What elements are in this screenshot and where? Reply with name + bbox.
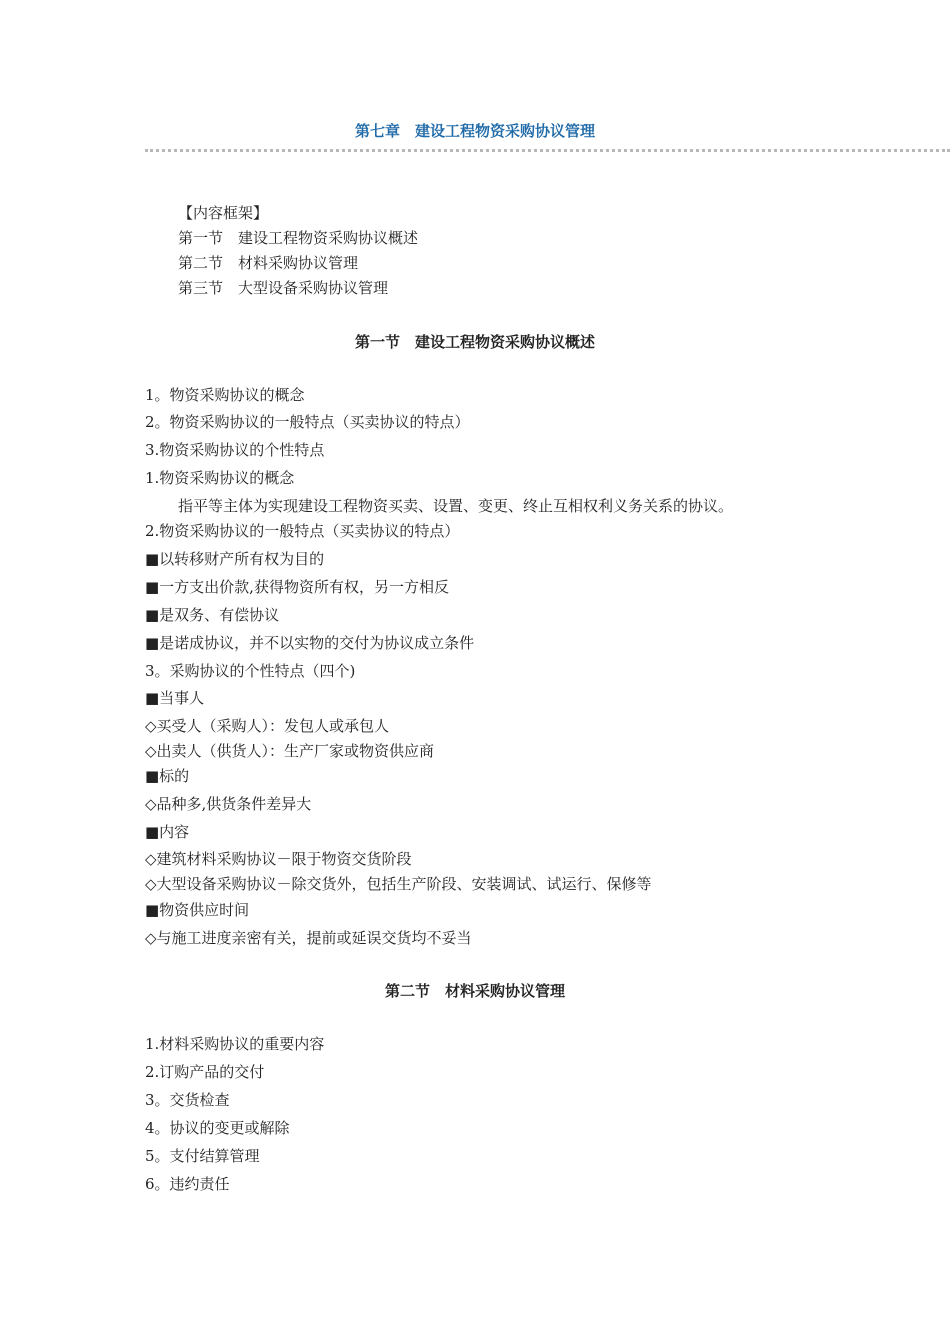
section-1-line: ■内容 bbox=[145, 823, 190, 841]
section-2-heading: 第二节 材料采购协议管理 bbox=[384, 982, 565, 1000]
section-2-line: 5。支付结算管理 bbox=[145, 1147, 260, 1165]
section-1-line: ■是诺成协议，并不以实物的交付为协议成立条件 bbox=[145, 634, 475, 652]
section-1-line: ■标的 bbox=[145, 767, 190, 785]
section-1-line: ■以转移财产所有权为目的 bbox=[145, 550, 325, 568]
contents-item-3: 第三节 大型设备采购协议管理 bbox=[178, 279, 389, 297]
section-1-line: ◇品种多,供货条件差异大 bbox=[145, 795, 312, 813]
section-1-line: 指平等主体为实现建设工程物资买卖、设置、变更、终止互相权利义务关系的协议。 bbox=[178, 497, 734, 515]
section-1-line: 1。物资采购协议的概念 bbox=[145, 386, 305, 404]
section-1-line: ◇大型设备采购协议－除交货外，包括生产阶段、安装调试、试运行、保修等 bbox=[145, 875, 652, 893]
section-1-line: ◇买受人（采购人）：发包人或承包人 bbox=[145, 717, 390, 735]
contents-label: 【内容框架】 bbox=[178, 204, 269, 222]
section-1-line: 2.物资采购协议的一般特点（买卖协议的特点） bbox=[145, 522, 460, 540]
section-2-line: 3。交货检查 bbox=[145, 1091, 230, 1109]
section-1-line: ■物资供应时间 bbox=[145, 901, 250, 919]
page-title: 第七章 建设工程物资采购协议管理 bbox=[354, 122, 595, 140]
section-1-line: ■是双务、有偿协议 bbox=[145, 606, 280, 624]
section-2-line: 1.材料采购协议的重要内容 bbox=[145, 1035, 325, 1053]
section-1-line: 3。采购协议的个性特点（四个) bbox=[145, 662, 356, 680]
section-2-line: 2.订购产品的交付 bbox=[145, 1063, 265, 1081]
section-1-line: 3.物资采购协议的个性特点 bbox=[145, 441, 325, 459]
section-1-line: 2。物资采购协议的一般特点（买卖协议的特点） bbox=[145, 413, 470, 431]
contents-item-1: 第一节 建设工程物资采购协议概述 bbox=[178, 229, 419, 247]
contents-item-2: 第二节 材料采购协议管理 bbox=[178, 254, 359, 272]
section-1-line: ◇与施工进度亲密有关，提前或延误交货均不妥当 bbox=[145, 929, 472, 947]
section-1-line: ■当事人 bbox=[145, 689, 205, 707]
section-2-line: 6。违约责任 bbox=[145, 1175, 230, 1193]
section-1-line: 1.物资采购协议的概念 bbox=[145, 469, 295, 487]
section-1-heading: 第一节 建设工程物资采购协议概述 bbox=[354, 333, 595, 351]
section-2-line: 4。协议的变更或解除 bbox=[145, 1119, 290, 1137]
title-divider bbox=[145, 149, 950, 152]
section-1-line: ◇建筑材料采购协议－限于物资交货阶段 bbox=[145, 850, 412, 868]
section-1-line: ■一方支出价款,获得物资所有权，另一方相反 bbox=[145, 578, 449, 596]
section-1-line: ◇出卖人（供货人）：生产厂家或物资供应商 bbox=[145, 742, 435, 760]
